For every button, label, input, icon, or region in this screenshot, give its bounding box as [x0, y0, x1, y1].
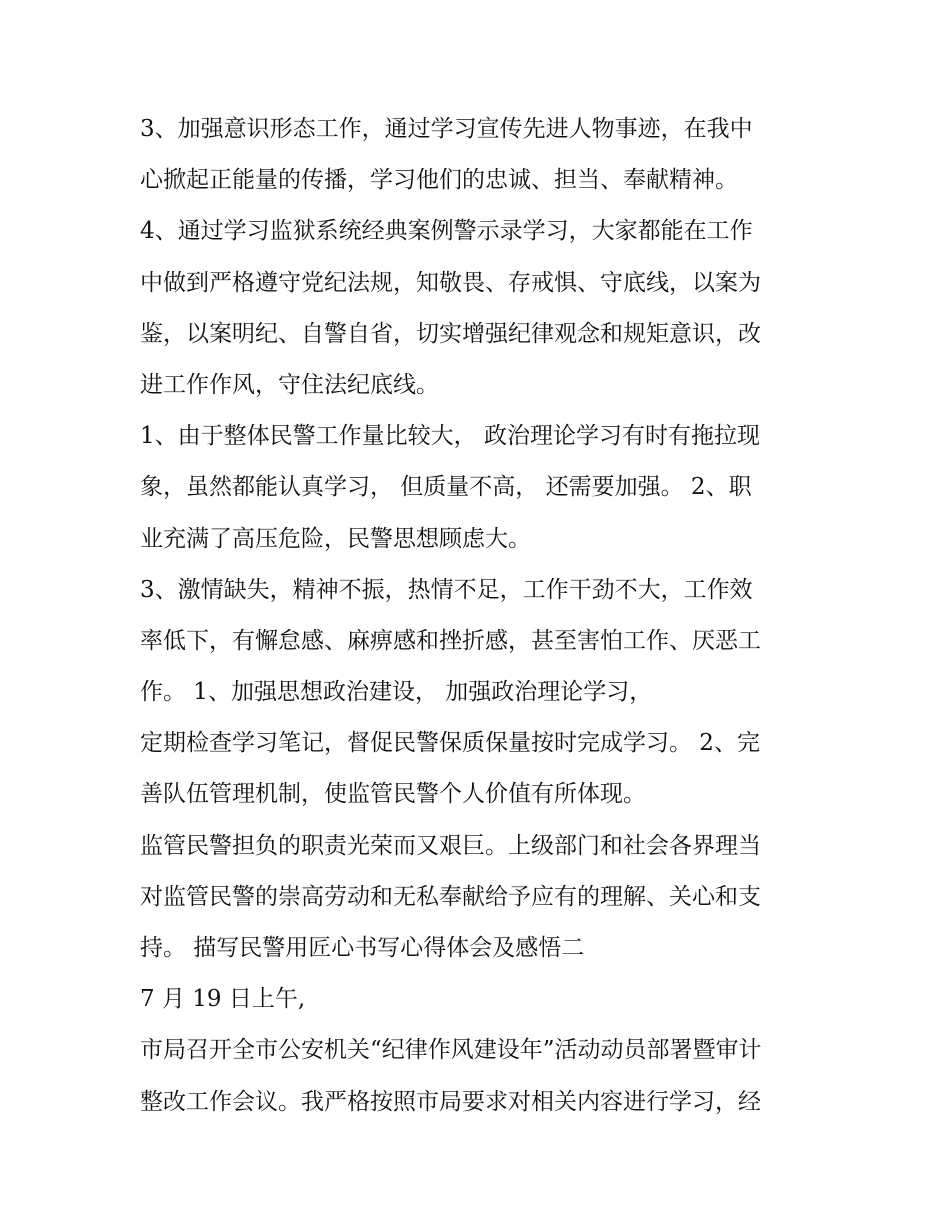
text-line: 对监管民警的崇高劳动和无私奉献给予应有的理解、关心和支: [140, 883, 761, 910]
text-line: 善队伍管理机制，使监管民警个人价值有所体现。: [140, 781, 646, 808]
text-line: 持。 描写民警用匠心书写心得体会及感悟二: [140, 935, 585, 961]
text-line: 中做到严格遵守党纪法规，知敬畏、存戒惧、守底线，以案为: [140, 269, 761, 296]
text-line: 3、激情缺失，精神不振，热情不足，工作干劲不大，工作效: [140, 576, 753, 603]
text-line: 心掀起正能量的传播，学习他们的忠诚、担当、奉献精神。: [140, 167, 738, 194]
text-line: 作。 1、加强思想政治建设， 加强政治理论学习，: [140, 679, 653, 706]
text-line: 定期检查学习笔记，督促民警保质保量按时完成学习。 2、完: [140, 730, 760, 757]
text-line: 整改工作会议。我严格按照市局要求对相关内容进行学习，经: [140, 1088, 761, 1115]
text-line: 1、由于整体民警工作量比较大， 政治理论学习有时有拖拉现: [140, 423, 760, 450]
text-line: 进工作作风，守住法纪底线。: [140, 371, 439, 398]
text-line: 率低下，有懈怠感、麻痹感和挫折感，甚至害怕工作、厌恶工: [140, 627, 761, 654]
text-line: 鉴，以案明纪、自警自省，切实增强纪律观念和规矩意识，改: [140, 320, 761, 347]
text-line: 7 月 19 日上午,: [140, 986, 306, 1013]
text-line: 业充满了高压危险，民警思想顾虑大。: [140, 525, 531, 552]
text-line: 3、加强意识形态工作，通过学习宣传先进人物事迹，在我中: [140, 116, 753, 142]
text-line: 监管民警担负的职责光荣而又艰巨。上级部门和社会各界理当: [140, 832, 761, 859]
text-line: 市局召开全市公安机关“纪律作风建设年”活动动员部署暨审计: [140, 1037, 762, 1064]
text-line: 象，虽然都能认真学习， 但质量不高， 还需要加强。 2、职: [140, 474, 752, 501]
document-body: [140, 104, 830, 1128]
text-line: 4、通过学习监狱系统经典案例警示录学习，大家都能在工作: [140, 218, 753, 245]
